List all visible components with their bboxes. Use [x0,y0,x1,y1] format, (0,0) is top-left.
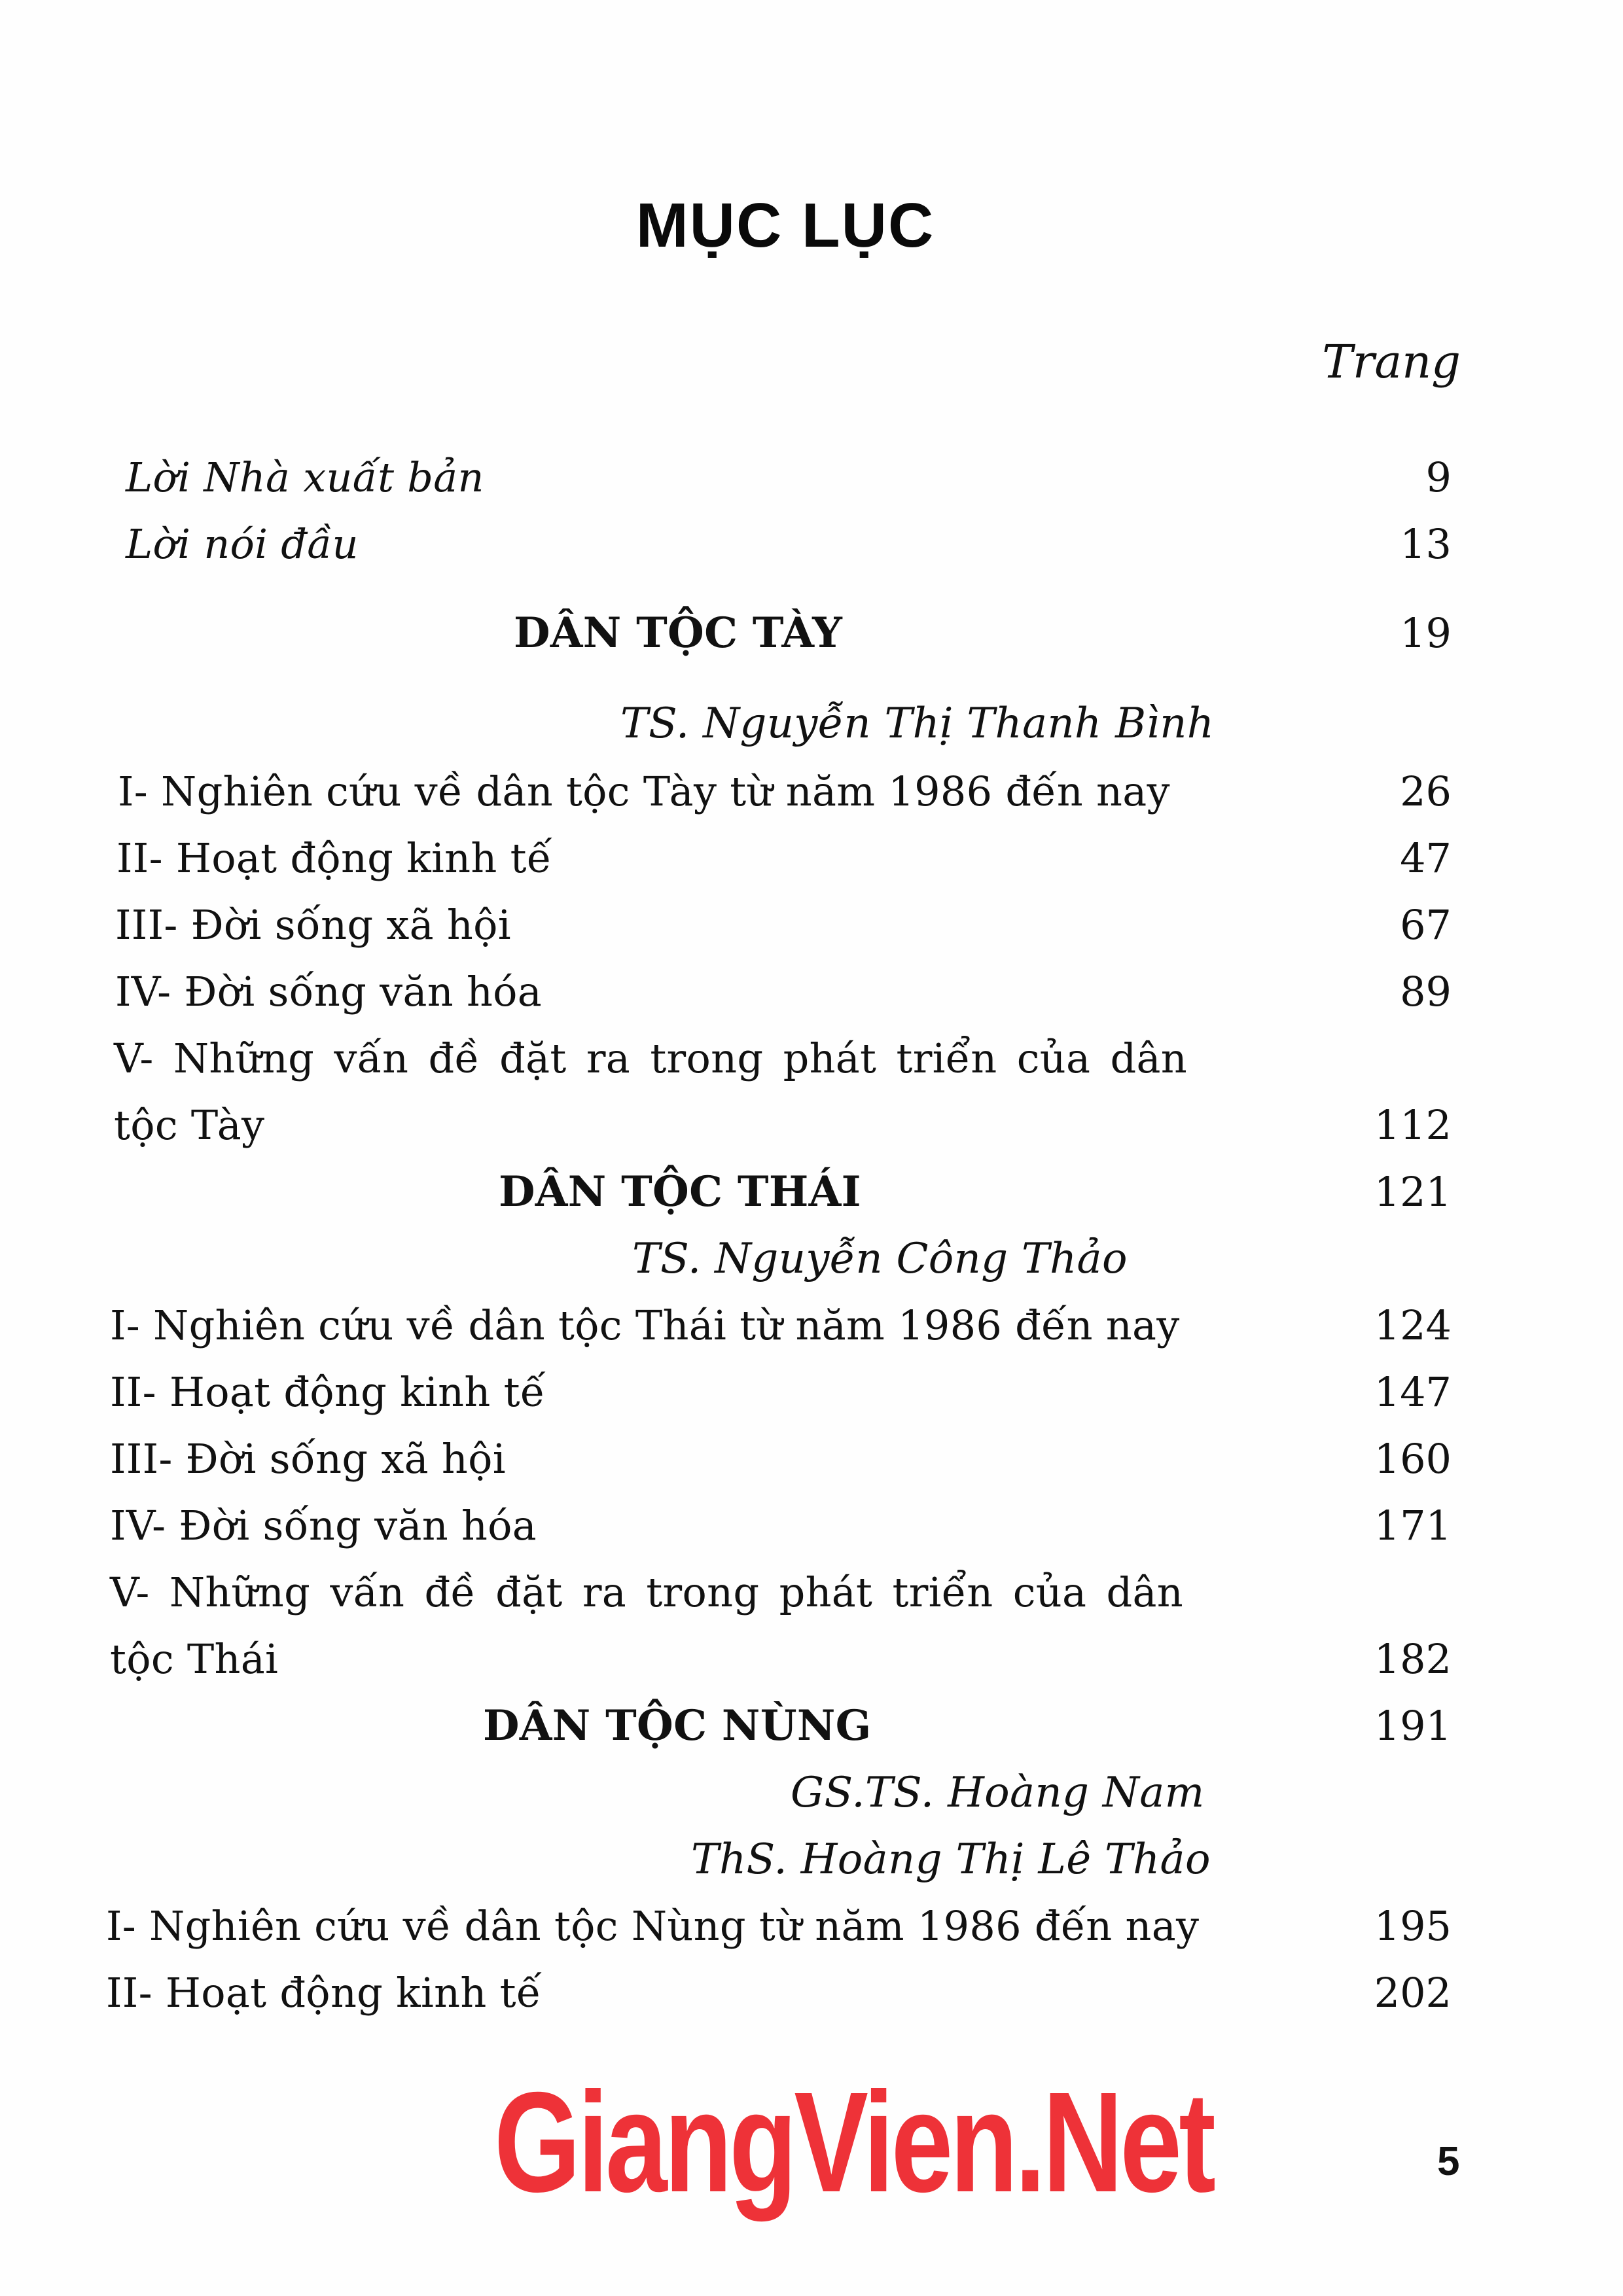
toc-entry-label: I- Nghiên cứu về dân tộc Thái từ năm 1986 đến nay [110,1301,1180,1349]
toc-entry-page: 112 [1374,1101,1452,1149]
toc-entry-page: 202 [1374,1969,1452,2017]
toc-entry[interactable] [0,1960,1623,2026]
toc-entry-label: III- Đời sống xã hội [110,1435,506,1483]
toc-entry-page: 9 [1425,453,1452,501]
toc-entry[interactable] [0,826,1623,891]
author-name: TS. Nguyễn Thị Thanh Bình [620,699,1215,748]
toc-section-heading[interactable] [0,601,1623,666]
toc-entry[interactable] [0,1894,1623,1959]
toc-entry-wrapped[interactable] [0,1026,1623,1091]
toc-entry[interactable] [0,1426,1623,1492]
toc-entry-page: 171 [1374,1502,1452,1549]
section-author [0,1226,1623,1292]
toc-entry-page: 13 [1400,520,1452,568]
toc-entry-label: II- Hoạt động kinh tế [106,1969,542,2017]
page-title: MỤC LỤC [635,190,935,260]
page-column-header: Trang [1322,335,1461,389]
toc-entry-page: 147 [1374,1368,1452,1416]
footer-page-number: 5 [1437,2139,1460,2184]
toc-entry-label: IV- Đời sống văn hóa [110,1502,537,1549]
toc-entry[interactable] [0,1360,1623,1425]
toc-entry-label: II- Hoạt động kinh tế [110,1368,546,1416]
toc-entry-label-line1: V- Những vấn đề đặt ra trong phát triển của dân [110,1568,1183,1616]
toc-entry-front-matter[interactable] [0,512,1623,577]
author-name: TS. Nguyễn Công Thảo [632,1235,1128,1283]
toc-entry-label: II- Hoạt động kinh tế [116,834,552,882]
toc-entry-page: 124 [1374,1301,1452,1349]
section-heading-page: 121 [1374,1168,1452,1216]
toc-entry-page: 67 [1400,901,1452,949]
section-heading-label: DÂN TỘC THÁI [499,1167,861,1216]
watermark-logo: GiangVien.Net [494,2063,1213,2222]
toc-entry[interactable] [0,759,1623,824]
toc-entry-page: 47 [1400,834,1452,882]
section-author [0,691,1623,756]
section-heading-page: 19 [1400,609,1452,657]
toc-section-heading[interactable] [0,1159,1623,1225]
author-name: ThS. Hoàng Thị Lê Thảo [691,1835,1211,1884]
toc-entry[interactable] [0,959,1623,1025]
toc-entry[interactable] [0,1493,1623,1559]
toc-entry[interactable] [0,892,1623,958]
toc-entry-label: I- Nghiên cứu về dân tộc Tày từ năm 1986 đến nay [118,768,1170,815]
toc-entry-wrapped-cont[interactable] [0,1093,1623,1158]
section-heading-label: DÂN TỘC NÙNG [483,1701,872,1750]
toc-entry[interactable] [0,1293,1623,1358]
toc-section-heading[interactable] [0,1693,1623,1759]
author-name: GS.TS. Hoàng Nam [791,1769,1205,1817]
toc-entry-label-line2: tộc Thái [110,1635,279,1683]
toc-entry-page: 89 [1400,968,1452,1016]
toc-entry-label: Lời nói đầu [126,520,359,568]
toc-entry-label: IV- Đời sống văn hóa [115,968,543,1016]
toc-entry-front-matter[interactable] [0,445,1623,510]
section-heading-page: 191 [1374,1702,1452,1750]
toc-entry-label: III- Đời sống xã hội [115,901,511,949]
toc-entry-wrapped[interactable] [0,1560,1623,1625]
toc-entry-page: 195 [1374,1902,1452,1950]
toc-entry-wrapped-cont[interactable] [0,1627,1623,1692]
toc-entry-label: I- Nghiên cứu về dân tộc Nùng từ năm 1986 đến nay [106,1902,1200,1950]
toc-entry-label-line2: tộc Tày [114,1101,265,1149]
toc-entry-page: 26 [1400,768,1452,815]
section-author [0,1760,1623,1826]
section-author [0,1827,1623,1892]
toc-entry-label-line1: V- Những vấn đề đặt ra trong phát triển của dân [114,1034,1187,1082]
section-heading-label: DÂN TỘC TÀY [514,609,843,658]
toc-entry-page: 160 [1374,1435,1452,1483]
toc-entry-page: 182 [1374,1635,1452,1683]
toc-entry-label: Lời Nhà xuất bản [126,453,484,501]
